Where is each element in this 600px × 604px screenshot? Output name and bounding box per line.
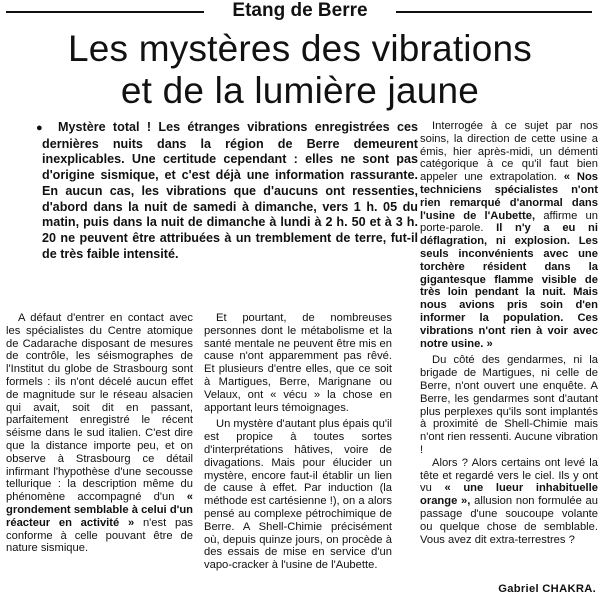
lead-paragraph	[36, 120, 418, 262]
rubric-rule-left	[6, 11, 204, 13]
col3-paragraph-1	[420, 120, 598, 350]
col1-quote: « grondement semblable à celui d'un réacteur en activité »	[6, 491, 193, 529]
col3-p3-text: Alors ? Alors certains ont levé la tête et regardé vers le ciel. Ils y ont vu	[420, 456, 598, 495]
col2-paragraph-1: Et pourtant, de nombreuses personnes dont le métabolisme et la santé mentale ne peuvent être mis en cause n'ont apparemment pas rêvé. Et plusieurs d'entre elles, que ce soit à Martigues, Berre, Marignane ou Velaux, ont « vécu » la chose en apportant leurs témoignages.	[204, 312, 392, 414]
col3-p3-tail: allusion non formulée au passage d'une soucoupe volante ou quelque chose de semblable. Vous avez dit extra-terrestres ?	[420, 495, 598, 546]
col3-paragraph-3	[420, 457, 598, 547]
section-rubric: Etang de Berre	[232, 0, 368, 21]
column-1	[6, 312, 193, 555]
headline-line-2: et de la lumière jaune	[120, 70, 480, 111]
col3-mid: affirme un porte-parole.	[420, 209, 598, 235]
col3-text: Interrogée à ce sujet par nos soins, la direction de cette usine a émis, hier après-midi, un démenti catégorique à ce qu'il faut bien appeler une extrapolation.	[420, 120, 598, 184]
col1-text: A défaut d'entrer en contact avec les spécialistes du Centre atomique de Cadarache disposant de mesures de contrôle, les séismographes de l'Institut du globe de Strasbourg sont formels : ils n'ont décelé aucun effet de magnitude sur le réseau alsacien qui avait, soit dit en passant, parfaitement enregistré le récent séisme dans le sud italien. C'est dire que la distance importe peu, et on observe à Strasbourg ce détail infirmant l'hypothèse d'une secousse tellurique : la description même du phénomène accompagné d'un	[6, 312, 193, 504]
headline	[0, 28, 600, 112]
col1-tail: n'est pas conforme à celle pouvant être de nature sismique.	[6, 516, 194, 555]
col2-paragraph-2: Un mystère d'autant plus épais qu'il est propice à toutes sortes d'interprétations hâtives, voire de divagations. Mais pour élucider un mystère, encore faut-il établir un lien de cause à effet. Par induction (la méthode est cartésienne !), on a alors pensé au complexe pétrochimique de Berre. A Shell-Chimie précisément où, depuis quinze jours, on procède à des essais de mise en service d'un vapo-cracker à l'usine de l'Aubette.	[204, 418, 392, 572]
column-2	[204, 312, 392, 572]
col3-quote-1: « Nos techniciens spécialistes n'ont rien remarqué d'anormal dans l'usine de l'Aubette,	[420, 171, 599, 222]
lead-text: Mystère total ! Les étranges vibrations enregistrées ces dernières nuits dans la région de Berre demeurent inexplicables. Une certitude cependant : elles ne sont pas d'origine sismique, et c'est déjà une information rassurante. En aucun cas, les vibrations que d'aucuns ont ressenties, d'abord dans la nuit de samedi à dimanche, vers 1 h. 05 du matin, puis dans la nuit de dimanche à lundi à 2 h. 50 et à 3 h. 20 ne peuvent être attribuées à un tremblement de terre, fut-il de très faible intensité.	[42, 120, 418, 261]
col3-paragraph-2: Du côté des gendarmes, ni la brigade de Martigues, ni celle de Berre, n'ont ouvert une enquête. A Berre, les gendarmes sont d'autant plus perplexes qu'ils sont implantés à proximité de Shell-Chimie mais n'ont rien ressenti. Aucune vibration !	[420, 354, 598, 456]
author-signature: Gabriel CHAKRA.	[498, 583, 596, 595]
col1-paragraph	[6, 312, 193, 555]
col3-quote-3: « une lueur inhabituelle orange »,	[420, 482, 598, 508]
rubric-rule-right	[396, 11, 592, 13]
bullet-icon: ●	[36, 122, 43, 134]
headline-line-1: Les mystères des vibrations	[68, 28, 532, 69]
column-3	[420, 120, 598, 546]
col3-quote-2: Il n'y a eu ni déflagration, ni explosion. Les seuls inconvénients avec une torchère résident dans la gigantesque flamme visible de très loin pendant la nuit. Mais nous avions pris soin d'en informer la population. Ces vibrations n'ont rien à voir avec notre usine. »	[420, 222, 598, 350]
